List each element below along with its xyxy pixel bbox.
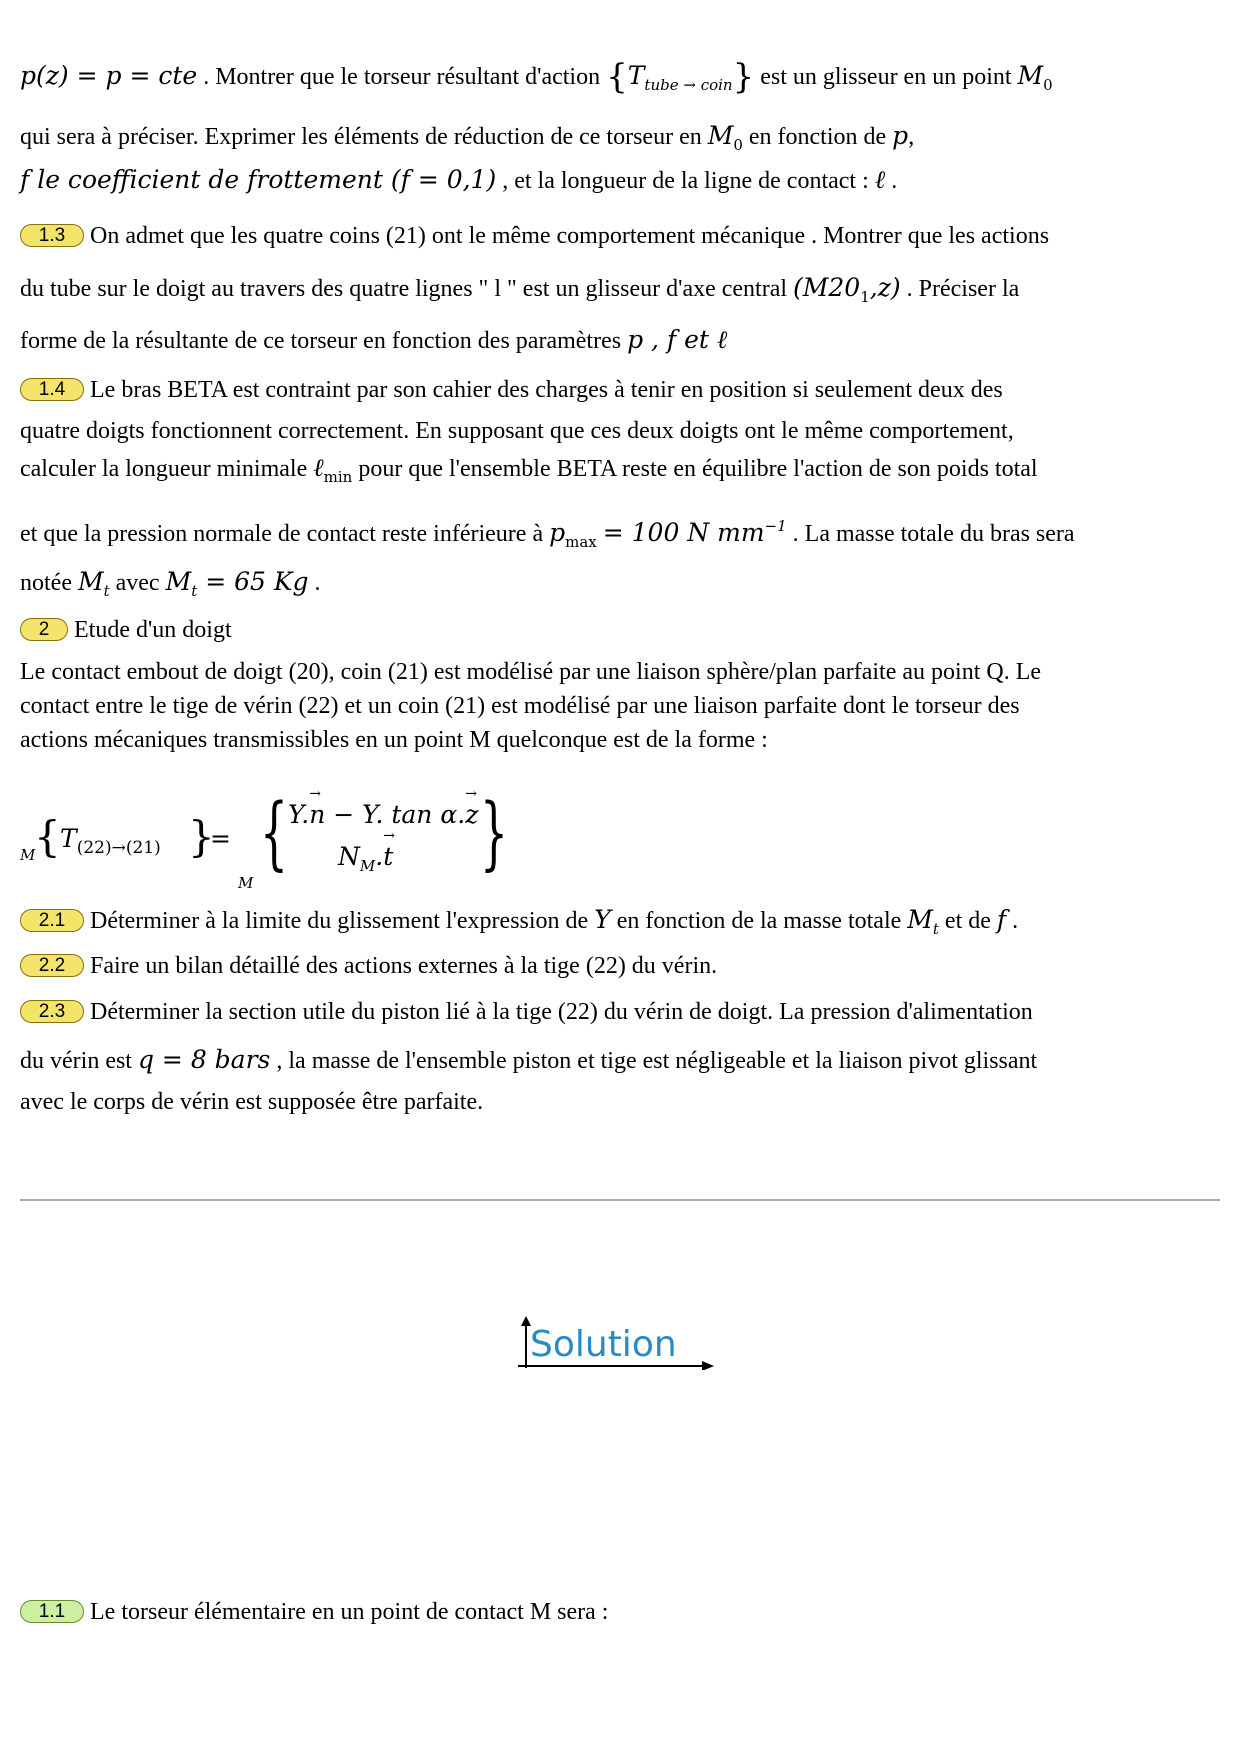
question-1-4-line-3 xyxy=(20,454,1038,491)
section-badge[interactable]: 2 xyxy=(20,618,68,641)
text: et que la pression normale de contact reste inférieure à xyxy=(20,521,544,547)
question-badge[interactable]: 1.4 xyxy=(20,378,84,401)
section-title: Etude d'un doigt xyxy=(74,617,232,643)
text: du tube sur le doigt au travers des quatre lignes " l " est un glisseur d'axe central xyxy=(20,276,788,302)
l-min: ℓ$_{min}$ xyxy=(313,453,353,486)
text: pour que l'ensemble BETA reste en équilibre l'action de son poids total xyxy=(358,456,1038,482)
friction-coefficient: f le coefficient de frottement (f = 0,1) xyxy=(20,165,497,194)
text: Faire un bilan détaillé des actions externes à la tige (22) du vérin. xyxy=(90,953,718,979)
text: calculer la longueur minimale xyxy=(20,456,308,482)
question-badge[interactable]: 2.1 xyxy=(20,909,84,932)
question-2-3-line-2 xyxy=(20,1046,1037,1075)
question-1-3 xyxy=(20,222,1049,250)
formula-big-brace-right: } xyxy=(480,786,508,879)
formula-row-2: $N_M.\to t$ xyxy=(338,842,393,875)
formula-point: M xyxy=(238,874,254,892)
solution-1-1 xyxy=(20,1598,608,1626)
text: qui sera à préciser. Exprimer les éléments de réduction de ce torseur en xyxy=(20,124,702,150)
question-1-4-line-5: notée $M_t$ avec $M_t = 65$ Kg . xyxy=(20,567,321,600)
text: Déterminer la section utile du piston lié à la tige (22) du vérin de doigt. La pression d'alimentation xyxy=(90,999,1033,1025)
text: . Préciser la xyxy=(906,276,1020,302)
text: . La masse totale du bras sera xyxy=(792,521,1075,547)
text: quatre doigts fonctionnent correctement. En supposant que ces deux doigts ont le même comportement, xyxy=(20,418,1014,444)
intro-line-2: qui sera à préciser. Exprimer les éléments de réduction de ce torseur en $M_0$ en fonction de p, xyxy=(20,121,915,154)
text: , la masse de l'ensemble piston et tige est négligeable et la liaison pivot glissant xyxy=(276,1048,1038,1074)
question-2-1: 2.1 Déterminer à la limite du glissement l'expression de Y en fonction de la masse totale $M_t$ et de f . xyxy=(20,906,1018,943)
formula-brace-right: } xyxy=(188,812,215,861)
question-badge[interactable]: 1.3 xyxy=(20,224,84,247)
question-2-3 xyxy=(20,998,1033,1026)
pressure-equation: p(z) = p = cte xyxy=(20,61,198,90)
torseur-tube-coin: $\{T_{tube \to coin}\}$ xyxy=(606,57,755,97)
solution-label[interactable]: Solution xyxy=(530,1324,677,1365)
question-1-4-line-2 xyxy=(20,417,1014,445)
intro-line-3: f le coefficient de frottement (f = 0,1) , et la longueur de la ligne de contact : ℓ . xyxy=(20,165,898,194)
formula-torseur: $T_{(22)\to(21)}$ xyxy=(60,824,161,858)
formula-big-brace-left: { xyxy=(260,786,288,879)
mass-mt-value: $M_t = 65$ Kg xyxy=(165,567,309,600)
point-m0: $M_0$ xyxy=(707,121,743,154)
divider xyxy=(20,1199,1220,1201)
solution-link[interactable] xyxy=(516,1314,716,1370)
solution-badge[interactable]: 1.1 xyxy=(20,1600,84,1623)
mass-mt: $M_t$ xyxy=(77,567,110,600)
formula-row-1: Y.→ n − Y. tan α.→ z xyxy=(288,800,478,829)
section-2-heading xyxy=(20,616,232,644)
text: . Montrer que le torseur résultant d'action xyxy=(203,64,601,90)
intro-line-1 xyxy=(20,57,1053,99)
text: est un glisseur en un point xyxy=(760,64,1012,90)
formula-brace-left: { xyxy=(34,812,61,861)
symbol-p: p xyxy=(892,121,909,150)
central-axis: $(M20_1,z)$ xyxy=(793,273,901,306)
text: en fonction de la masse totale xyxy=(616,908,902,934)
question-badge[interactable]: 2.3 xyxy=(20,1000,84,1023)
symbol-ell: ℓ xyxy=(874,165,886,194)
section-2-para-3: actions mécaniques transmissibles en un point M quelconque est de la forme : xyxy=(20,727,768,753)
text: , et la longueur de la ligne de contact : xyxy=(502,168,869,194)
section-2-para-1: Le contact embout de doigt (20), coin (21) est modélisé par une liaison sphère/plan parfaite au point Q. Le xyxy=(20,659,1042,685)
text: avec xyxy=(115,570,160,596)
question-1-4 xyxy=(20,376,1003,404)
formula-point: M xyxy=(20,846,36,864)
question-2-3-line-3 xyxy=(20,1088,483,1116)
question-1-3-line-3 xyxy=(20,326,727,355)
pressure-q: q = 8 bars xyxy=(137,1045,271,1074)
point-m0: $M_0$ xyxy=(1017,61,1053,94)
text: et de xyxy=(944,908,991,934)
text: notée xyxy=(20,570,72,596)
text: Déterminer à la limite du glissement l'expression de xyxy=(90,908,589,934)
text: Le torseur élémentaire en un point de contact M sera : xyxy=(90,1599,609,1625)
p-max-value: = 100 N $mm^{-1}$ xyxy=(602,517,787,547)
question-1-3-line-2 xyxy=(20,274,1019,311)
p-max: $p_{max}$ xyxy=(549,518,597,551)
text: du vérin est xyxy=(20,1048,132,1074)
text: forme de la résultante de ce torseur en fonction des paramètres xyxy=(20,328,622,354)
question-1-4-line-4 xyxy=(20,512,1075,556)
symbol-y: Y xyxy=(594,905,611,934)
formula-equals: = xyxy=(210,824,231,853)
text: avec le corps de vérin est supposée être parfaite. xyxy=(20,1089,484,1115)
question-2-2 xyxy=(20,952,717,980)
text: en fonction de xyxy=(748,124,887,150)
torseur-formula xyxy=(20,782,560,892)
parameters: p , f et ℓ xyxy=(627,325,728,354)
text: Le bras BETA est contraint par son cahier des charges à tenir en position si seulement deux des xyxy=(90,377,1003,403)
section-2-para-2: contact entre le tige de vérin (22) et un coin (21) est modélisé par une liaison parfaite dont le torseur des xyxy=(20,693,1020,719)
question-badge[interactable]: 2.2 xyxy=(20,954,84,977)
mass-mt: $M_t$ xyxy=(907,905,939,938)
text: On admet que les quatre coins (21) ont le même comportement mécanique . Montrer que les actions xyxy=(90,223,1050,249)
symbol-f: f xyxy=(996,905,1007,934)
